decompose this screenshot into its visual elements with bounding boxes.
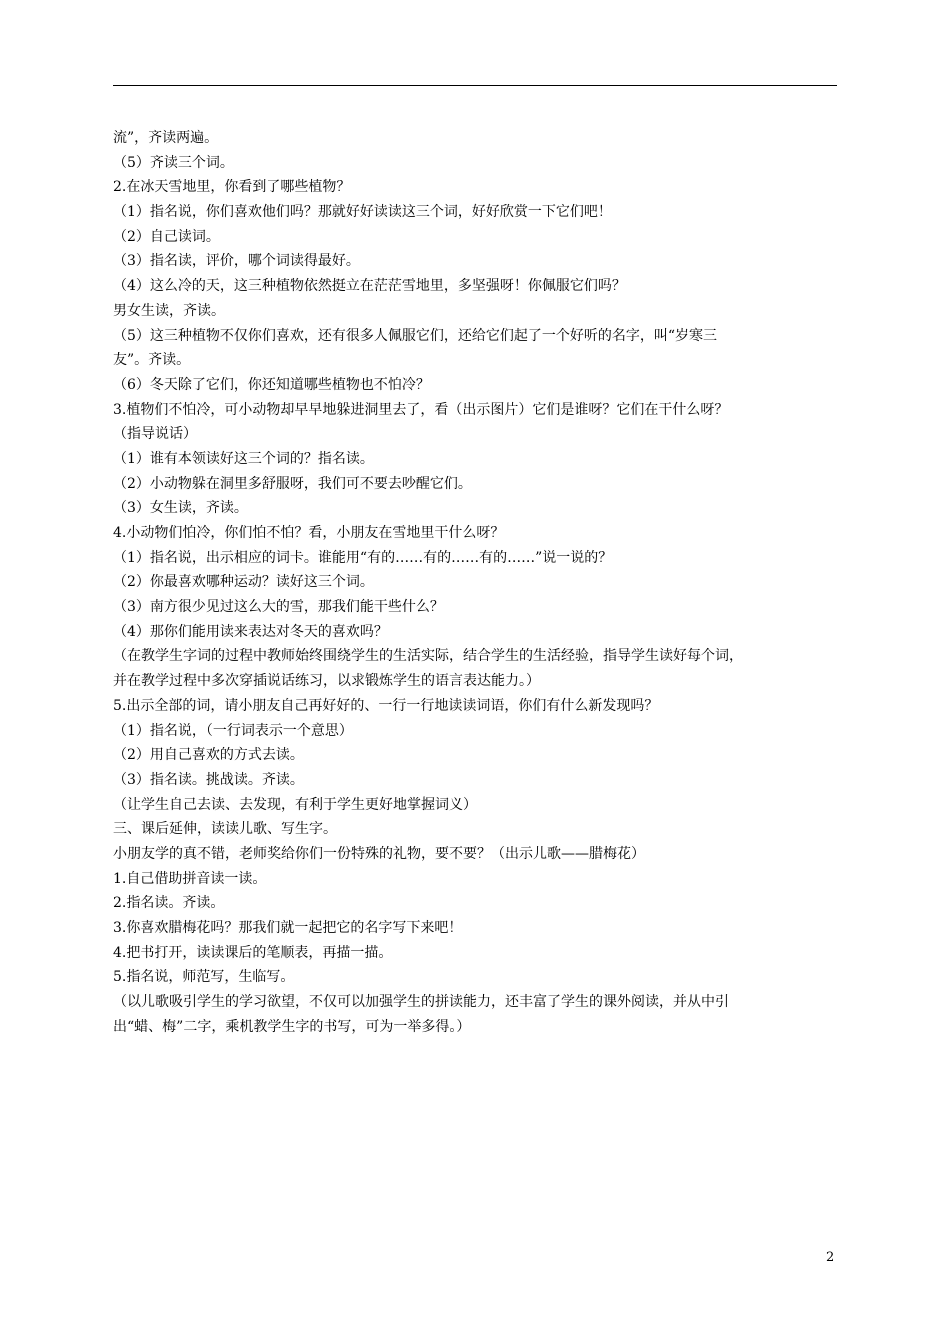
text-line: （让学生自己去读、去发现，有利于学生更好地掌握词义）	[113, 796, 477, 813]
text-line: 4.小动物们怕冷，你们怕不怕？看，小朋友在雪地里干什么呀？	[113, 525, 505, 541]
text-line: （3）女生读，齐读。	[113, 500, 248, 517]
text-line: （在教学生字词的过程中教师始终围绕学生的生活实际，结合学生的生活经验，指导学生读好每个词，	[113, 648, 743, 665]
page-number: 2	[826, 1250, 835, 1265]
text-line: 并在教学过程中多次穿插说话练习，以求锻炼学生的语言表达能力。）	[113, 673, 540, 690]
text-line: （1）指名说，你们喜欢他们吗？那就好好读读这三个词，好好欣赏一下它们吧！	[113, 204, 612, 221]
text-line: （2）小动物躲在洞里多舒服呀，我们可不要去吵醒它们。	[113, 475, 472, 492]
header-rule	[113, 85, 837, 86]
text-line: 5.指名说，师范写，生临写。	[113, 969, 295, 986]
document-body	[113, 126, 853, 1039]
text-line: （5）齐读三个词。	[113, 154, 234, 171]
text-line: 出“蜡、梅”二字，乘机教学生字的书写，可为一举多得。）	[113, 1018, 471, 1035]
text-line: （以儿歌吸引学生的学习欲望，不仅可以加强学生的拼读能力，还丰富了学生的课外阅读，并从中引	[113, 994, 729, 1011]
text-line: （1）谁有本领读好这三个词的？指名读。	[113, 450, 374, 467]
text-line: 男女生读，齐读。	[113, 302, 225, 319]
text-line: （5）这三种植物不仅你们喜欢，还有很多人佩服它们，还给它们起了一个好听的名字，叫“岁寒三	[113, 327, 718, 344]
text-line: 流”，齐读两遍。	[113, 130, 219, 146]
text-line: 3.植物们不怕冷，可小动物却早早地躲进洞里去了，看（出示图片）它们是谁呀？它们在干什么呀？	[113, 401, 729, 418]
text-line: （4）那你们能用读来表达对冬天的喜欢吗？	[113, 623, 388, 640]
text-line: （6）冬天除了它们，你还知道哪些植物也不怕冷？	[113, 376, 430, 393]
text-line: （3）指名读。挑战读。齐读。	[113, 771, 304, 788]
text-line: 三、课后延伸，读读儿歌、写生字。	[113, 821, 337, 838]
text-line: 2.指名读。齐读。	[113, 895, 225, 912]
text-line: （2）你最喜欢哪种运动？读好这三个词。	[113, 574, 374, 591]
text-line: （2）用自己喜欢的方式去读。	[113, 747, 304, 764]
text-line: （4）这么冷的天，这三种植物依然挺立在茫茫雪地里，多坚强呀！你佩服它们吗？	[113, 278, 626, 295]
text-line: 5.出示全部的词，请小朋友自己再好好的、一行一行地读读词语，你们有什么新发现吗？	[113, 697, 659, 714]
text-line: 1.自己借助拼音读一读。	[113, 870, 267, 887]
text-line: 3.你喜欢腊梅花吗？那我们就一起把它的名字写下来吧！	[113, 920, 463, 936]
text-line: 4.把书打开，读读课后的笔顺表，再描一描。	[113, 944, 393, 961]
text-line: 2.在冰天雪地里，你看到了哪些植物？	[113, 179, 351, 196]
text-line: （1）指名说，（一行词表示一个意思）	[113, 722, 353, 739]
text-line: （1）指名说，出示相应的词卡。谁能用“有的……有的……有的……”说一说的？	[113, 549, 613, 566]
text-line: 友”。齐读。	[113, 352, 191, 369]
text-line: （2）自己读词。	[113, 228, 220, 245]
text-line: （3）南方很少见过这么大的雪，那我们能干些什么？	[113, 599, 444, 616]
text-line: 小朋友学的真不错，老师奖给你们一份特殊的礼物，要不要？（出示儿歌——腊梅花）	[113, 845, 645, 862]
text-line: （3）指名读，评价，哪个词读得最好。	[113, 253, 360, 270]
text-line: （指导说话）	[113, 426, 197, 443]
